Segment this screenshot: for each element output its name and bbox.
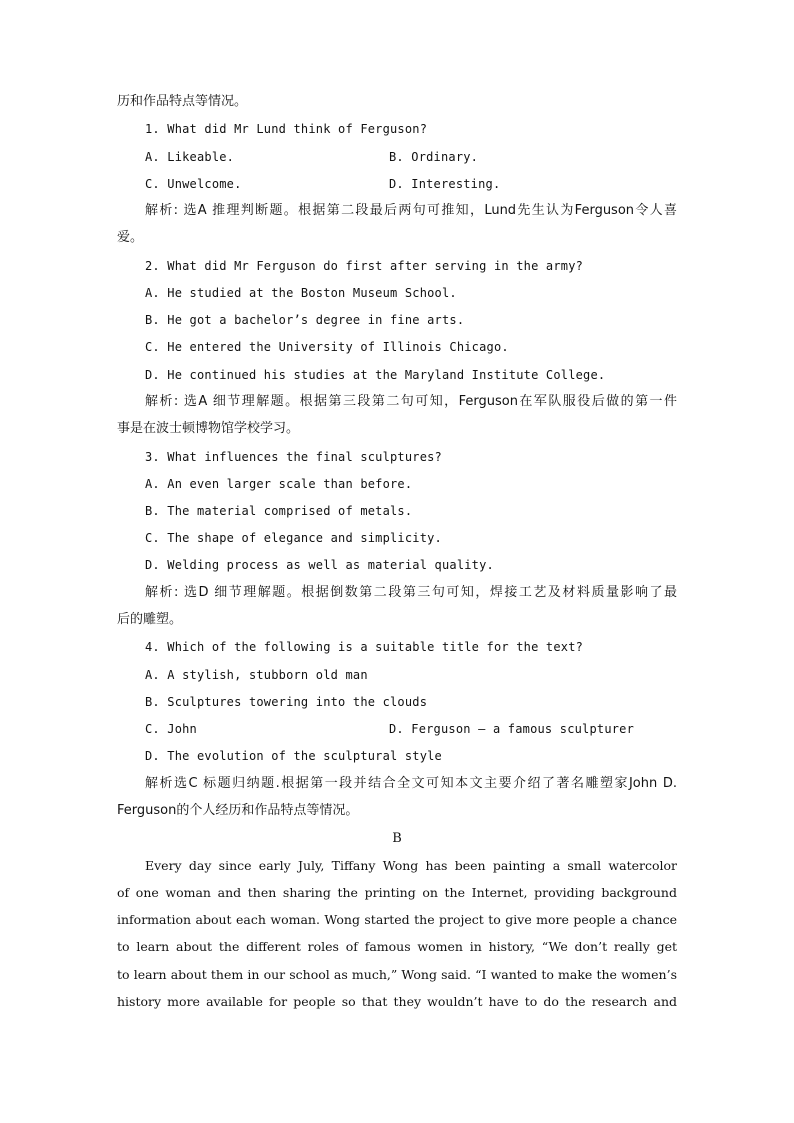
passage-line: history more available for people so that they wouldn’t have to do the research and (117, 994, 677, 1009)
q4-option-a: A. A stylish, stubborn old man (145, 668, 368, 682)
q2-option-c: C. He entered the University of Illinois Chicago. (145, 340, 509, 354)
q1-stem: 1. What did Mr Lund think of Ferguson? (145, 122, 428, 136)
q4-option-c: C. John (145, 722, 197, 736)
q1-option-c: C. Unwelcome. (145, 177, 242, 191)
q1-explanation-line1: 解析: 选A 推理判断题。根据第二段最后两句可推知，Lund先生认为Ferguson令人喜 (145, 203, 677, 218)
q2-option-b: B. He got a bachelor’s degree in fine arts. (145, 313, 465, 327)
q1-option-a: A. Likeable. (145, 150, 235, 164)
q3-option-c: C. The shape of elegance and simplicity. (145, 531, 442, 545)
q4-stem: 4. Which of the following is a suitable title for the text? (145, 640, 584, 654)
q4-option-b: B. Sculptures towering into the clouds (145, 695, 428, 709)
q3-option-b: B. The material comprised of metals. (145, 504, 413, 518)
q2-option-a: A. He studied at the Boston Museum School. (145, 286, 457, 300)
q3-option-a: A. An even larger scale than before. (145, 477, 413, 491)
passage-line: information about each woman. Wong started the project to give more people a chance (117, 912, 677, 927)
q4-explanation-line2: Ferguson的个人经历和作品特点等情况。 (117, 803, 359, 818)
q3-explanation-line2: 后的雕塑。 (117, 612, 183, 627)
q2-stem: 2. What did Mr Ferguson do first after serving in the army? (145, 259, 584, 273)
q3-option-d: D. Welding process as well as material quality. (145, 558, 494, 572)
q1-explanation-line2: 爱。 (117, 230, 144, 245)
q2-option-d: D. He continued his studies at the Maryland Institute College. (145, 368, 606, 382)
q4-option-c-continued: D. Ferguson — a famous sculpturer (389, 722, 635, 736)
q3-explanation-line1: 解析: 选D 细节理解题。根据倒数第二段第三句可知，焊接工艺及材料质量影响了最 (145, 585, 677, 600)
passage-line: Every day since early July, Tiffany Wong has been painting a small watercolor (145, 858, 677, 873)
q3-stem: 3. What influences the final sculptures? (145, 450, 442, 464)
intro-tail: 历和作品特点等情况。 (117, 94, 248, 109)
q1-option-b: B. Ordinary. (389, 150, 479, 164)
q2-explanation-line1: 解析: 选A 细节理解题。根据第三段第二句可知，Ferguson在军队服役后做的第一件 (145, 394, 677, 409)
q4-option-d: D. The evolution of the sculptural style (145, 749, 442, 763)
passage-line: of one woman and then sharing the printing on the Internet, providing background (117, 885, 677, 900)
section-heading: B (392, 831, 402, 846)
passage-line: to learn about them in our school as much,” Wong said. “I wanted to make the women’s (117, 967, 677, 982)
q2-explanation-line2: 事是在波士顿博物馆学校学习。 (117, 421, 300, 436)
passage-line: to learn about the different roles of famous women in history, “We don’t really get (117, 939, 677, 954)
q1-option-d: D. Interesting. (389, 177, 501, 191)
q4-explanation-line1: 解析选C 标题归纳题.根据第一段并结合全文可知本文主要介绍了著名雕塑家John D. (145, 776, 677, 791)
